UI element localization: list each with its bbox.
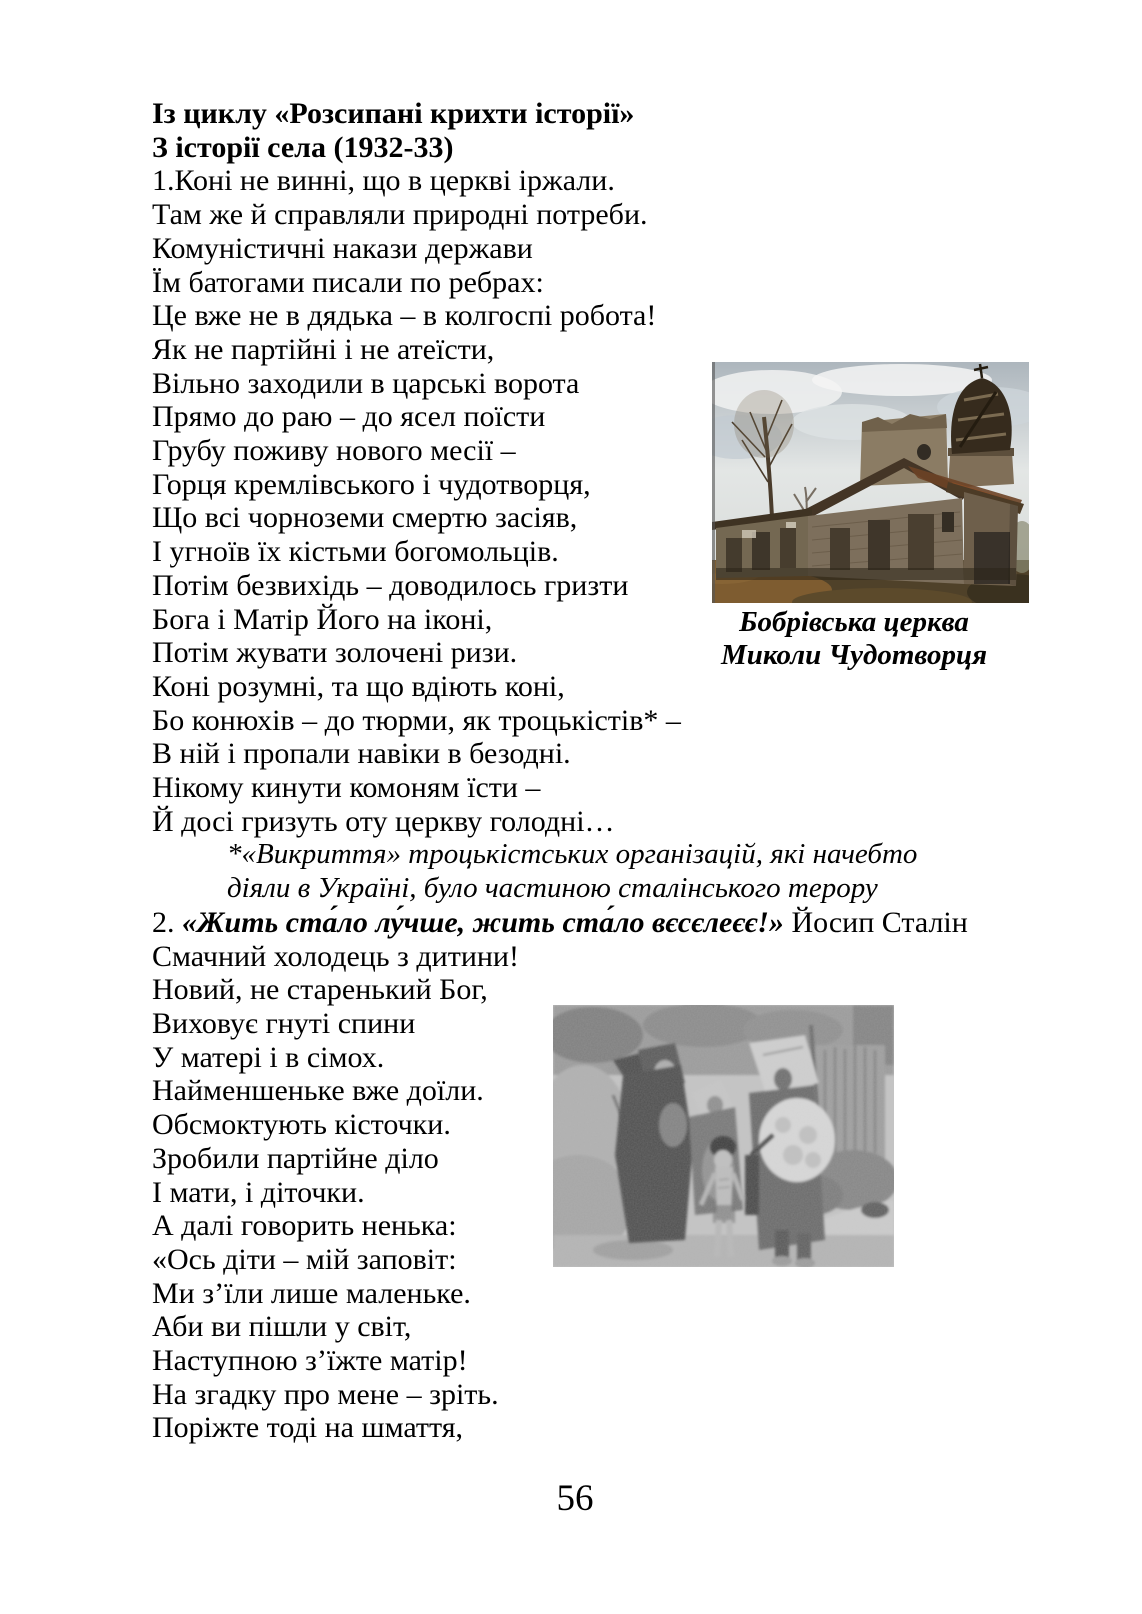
poem-line: Що всі чорноземи смертю засіяв, (152, 501, 578, 535)
poem-line: 1.Коні не винні, що в церкві іржали. (152, 164, 615, 198)
film-grain (553, 1005, 894, 1267)
page-number: 56 (556, 1478, 594, 1519)
poem-line: І угноїв їх кістьми богомольців. (152, 535, 559, 569)
poem-line: Наступною з’їжте матір! (152, 1344, 468, 1378)
poem-line: Поріжте тоді на шмаття, (152, 1411, 464, 1445)
poem-line: Аби ви пішли у світ, (152, 1310, 412, 1344)
poem-line: Ми з’їли лише маленьке. (152, 1276, 471, 1310)
poem-line: З історії села (1932-33) (152, 130, 454, 164)
poem-line: Бога і Матір Його на іконі, (152, 602, 493, 636)
poem-line: діяли в Україні, було частиною сталінського терору (227, 872, 878, 905)
poem-line-segment: 2. (152, 905, 182, 939)
poem-line: Із циклу «Розсипані крихти історії» (152, 97, 635, 130)
poem-line: Це вже не в дядька – в колгоспі робота! (152, 299, 657, 333)
poem-line: У матері і в сімох. (152, 1040, 385, 1074)
poem-line-segment: «Жить ста́ло лу́чше, жить ста́ло вєсєлеєє!» (182, 905, 784, 939)
poem-line: Виховує гнуті спини (152, 1006, 416, 1040)
poem-line: Бо конюхів – до тюрми, як троцькістів* – (152, 703, 681, 737)
poem-line: Нікому кинути комоням їсти – (152, 771, 541, 805)
church-photo (712, 362, 1029, 603)
poem-line: Горця кремлівського і чудотворця, (152, 467, 591, 501)
poem-line: Там же й справляли природні потреби. (152, 198, 648, 232)
poem-line: *«Викриття» троцькістських організацій, які начебто (227, 838, 918, 871)
poem-line: Їм батогами писали по ребрах: (152, 265, 544, 299)
church-photo-image (712, 362, 1029, 603)
poem-line: На згадку про мене – зріть. (152, 1377, 499, 1411)
poem-line: Коні розумні, та що вдіють коні, (152, 669, 565, 703)
poem-line: Новий, не старенький Бог, (152, 973, 488, 1007)
poem-line: Прямо до раю – до ясел поїсти (152, 400, 546, 434)
photo-edge (712, 362, 715, 603)
poem-line: Обсмоктують кісточки. (152, 1108, 451, 1142)
famine-photo (553, 1005, 894, 1267)
poem-line: «Ось діти – мій заповіт: (152, 1242, 457, 1276)
poem-line: Як не партійні і не атеїсти, (152, 332, 495, 366)
poem-line: Й досі гризуть оту церкву голодні… (152, 804, 615, 838)
poem-line-segment: Йосип Сталін (783, 905, 968, 939)
poem-line: Вільно заходили в царські ворота (152, 366, 580, 400)
poem-line: Комуністичні накази держави (152, 231, 533, 265)
poem-line: А далі говорить ненька: (152, 1209, 457, 1243)
poem-line: В ній і пропали навіки в безодні. (152, 737, 571, 771)
church-caption-line2: Миколи Чудотворця (720, 638, 988, 671)
poem-line: Смачний холодець з дитини! (152, 939, 519, 973)
poem-line (152, 906, 1052, 940)
poem-line: Потім жувати золочені ризи. (152, 636, 518, 670)
poem-line: І мати, і діточки. (152, 1175, 365, 1209)
poem-line: Грубу поживу нового месії – (152, 434, 516, 468)
church-photo-caption (692, 606, 1016, 671)
poem-line: Потім безвихідь – доводилось гризти (152, 568, 629, 602)
church-caption-line1: Бобрівська церква (739, 606, 969, 638)
famine-photo-image (553, 1005, 894, 1267)
poem-line: Найменшеньке вже доїли. (152, 1074, 484, 1108)
poem-line: Зробили партійне діло (152, 1141, 439, 1175)
